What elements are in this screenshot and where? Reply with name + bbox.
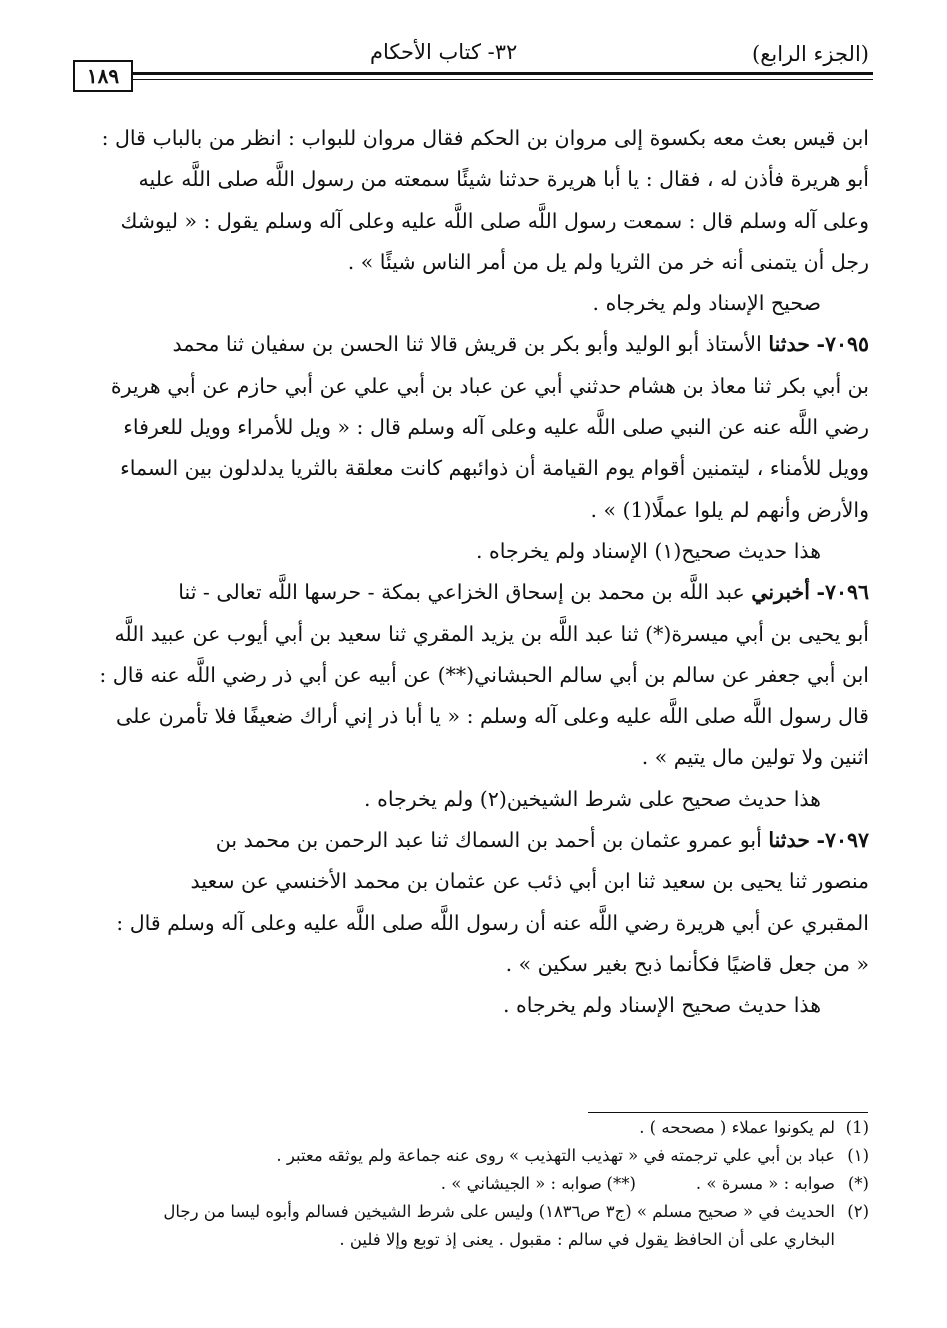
header-rule-thick (133, 72, 873, 75)
header-rule-thin (133, 79, 873, 80)
grading-line: صحيح الإسناد ولم يخرجاه . (592, 291, 821, 316)
footnote-text: صوابه : « مسرة » . (695, 1174, 835, 1193)
footnote-text: صوابه : « الجيشاني » . (440, 1174, 602, 1193)
text-line: « من جعل قاضيًا فكأنما ذبح بغير سكين » . (505, 951, 869, 976)
narration-verb: أخبرني (751, 580, 810, 605)
text-line: ابن أبي جعفر عن سالم بن أبي سالم الحبشاني(**) عن أبيه عن أبي ذر رضي اللَّه عنه قال : (99, 662, 869, 687)
footnote (74, 1142, 869, 1170)
footnotes (74, 1114, 869, 1254)
volume-label: (الجزء الرابع) (752, 42, 869, 66)
hadith-number: ٧٠٩٦- (816, 580, 869, 605)
hadith-7096-start (74, 572, 869, 613)
text-span: عبد اللَّه بن محمد بن إسحاق الخزاعي بمكة - حرسها اللَّه تعالى - ثنا (178, 580, 745, 605)
text-line: منصور ثنا يحيى بن سعيد ثنا ابن أبي ذئب عن عثمان بن محمد الأخنسي عن سعيد (190, 869, 869, 894)
hadith-7097-start (74, 820, 869, 861)
footnote-marker: (*) (847, 1174, 869, 1193)
footnote-text: عباد بن أبي علي ترجمته في « تهذيب التهذيب » روى عنه جماعة ولم يوثقه معتبر . (276, 1146, 835, 1165)
narration-verb: حدثنا (768, 828, 810, 853)
main-text (74, 118, 869, 1027)
footnote-text: لم يكونوا عملاء ( مصححه ) . (639, 1118, 835, 1137)
footnote (74, 1198, 869, 1226)
text-line: رجل أن يتمنى أنه خر من الثريا ولم يل من أمر الناس شيئًا » . (347, 249, 869, 274)
footnote-marker: (**) (606, 1174, 636, 1193)
text-line: رضي اللَّه عنه عن النبي صلى اللَّه عليه وعلى آله وسلم قال : « ويل للأمراء وويل للعرفاء (123, 415, 869, 440)
footnote-marker: (٢) (847, 1202, 869, 1221)
text-line: وويل للأمناء ، ليتمنين أقوام يوم القيامة أن ذوائبهم كانت معلقة بالثريا يدلدلون بين السماء (120, 456, 869, 481)
text-line: بن أبي بكر ثنا معاذ بن هشام حدثني أبي عن عباد بن أبي علي عن أبي حازم عن أبي هريرة (110, 373, 869, 398)
text-span: أبو عمرو عثمان بن أحمد بن السماك ثنا عبد الرحمن بن محمد بن (215, 828, 762, 853)
text-line: ابن قيس بعث معه بكسوة إلى مروان بن الحكم فقال مروان للبواب : انظر من بالباب قال : (101, 126, 869, 150)
grading-line: هذا حديث صحيح الإسناد ولم يخرجاه . (502, 993, 821, 1018)
text-span: الأستاذ أبو الوليد وأبو بكر بن قريش قالا ثنا الحسن بن سفيان ثنا محمد (172, 332, 762, 357)
text-line: أبو يحيى بن أبي ميسرة(*) ثنا عبد اللَّه بن يزيد المقري ثنا سعيد بن أبي أيوب عن عبيد اللَّه (114, 621, 869, 646)
text-line: أبو هريرة فأذن له ، فقال : يا أبا هريرة حدثنا شيئًا سمعته من رسول اللَّه صلى اللَّه عليه (138, 167, 869, 192)
hadith-number: ٧٠٩٥- (816, 332, 869, 357)
footnote (74, 1114, 869, 1142)
text-line: اثنين ولا تولين مال يتيم » . (641, 745, 869, 770)
narration-verb: حدثنا (768, 332, 810, 357)
grading-line: هذا حديث صحيح(١) الإسناد ولم يخرجاه . (475, 538, 821, 563)
text-line: المقبري عن أبي هريرة رضي اللَّه عنه أن رسول اللَّه صلى اللَّه عليه وعلى آله وسلم قال : (116, 910, 869, 935)
footnote-continuation: البخاري على أن الحافظ يقول في سالم : مقبول . يعنى إذ توبع وإلا فلين . (339, 1230, 835, 1249)
text-line: وعلى آله وسلم قال : سمعت رسول اللَّه صلى اللَّه عليه وعلى آله وسلم يقول : « ليوشك (120, 208, 869, 233)
text-line: قال رسول اللَّه صلى اللَّه عليه وعلى آله وسلم : « يا أبا ذر إني أراك ضعيفًا فلا تأمرن على (116, 704, 869, 729)
grading-line: هذا حديث صحيح على شرط الشيخين(٢) ولم يخرجاه . (364, 786, 821, 811)
hadith-number: ٧٠٩٧- (816, 828, 869, 853)
text-line: والأرض وأنهم لم يلوا عملًا(1) » . (590, 497, 869, 522)
footnote-separator (588, 1112, 868, 1113)
footnote-text: الحديث في « صحيح مسلم » (ج٣ ص١٨٣٦) وليس على شرط الشيخين فسالم وأبوه ليسا من رجال (163, 1202, 835, 1221)
hadith-7095-start (74, 324, 869, 365)
footnote-marker: (1) (845, 1118, 869, 1137)
footnote (74, 1170, 869, 1198)
footnote-marker: (١) (847, 1146, 869, 1165)
page-number: ١٨٩ (73, 60, 133, 92)
chapter-title: ٣٢- كتاب الأحكام (370, 40, 518, 64)
